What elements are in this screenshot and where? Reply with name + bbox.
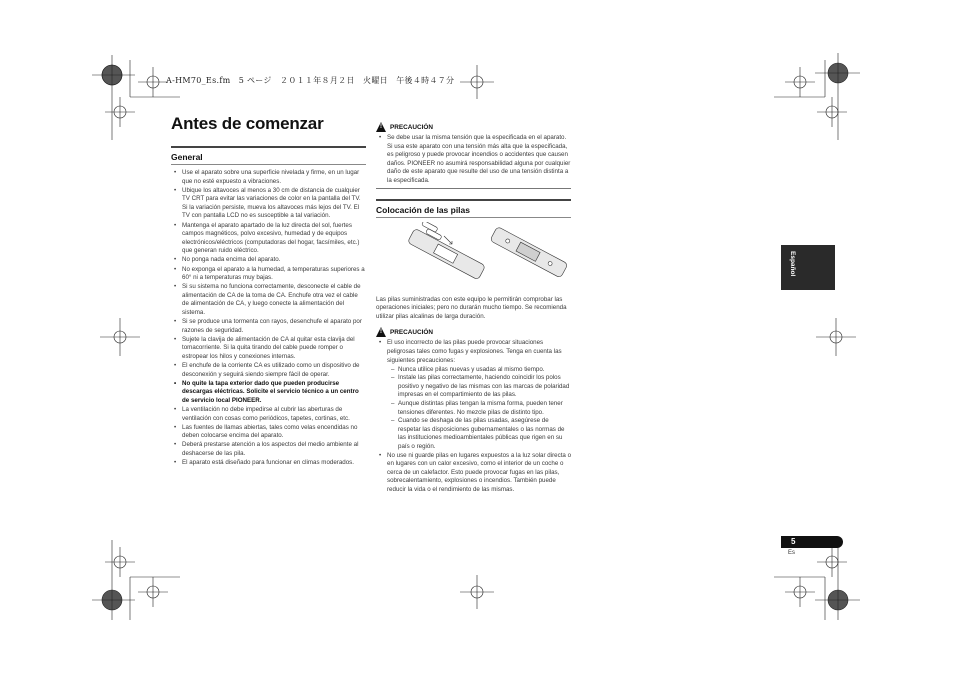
list-item: – Cuando se deshaga de las pilas usadas, asegúrese de respetar las disposiciones gubernamentales o las normas de las instituciones medioambientales públicas que rigen en su país o región. bbox=[376, 417, 571, 451]
list-item: – Nunca utilice pilas nuevas y usadas al mismo tiempo. bbox=[376, 366, 571, 375]
right-column bbox=[376, 122, 571, 495]
caution-label-2: ! PRECAUCIÓN bbox=[376, 327, 571, 337]
list-item: • El aparato está diseñado para funcionar en climas moderados. bbox=[171, 459, 366, 468]
list-item: • Se debe usar la misma tensión que la especificada en el aparato. Si usa este aparato con una tensión más alta que la especificada, es peligroso y puede provocar incendios o accidentes que causen daños. PIONEER no asumirá responsabilidad alguna por cualquier daño de este aparato que resulte del uso de una tensión distinta a la especificada. bbox=[376, 134, 571, 186]
list-item: • Mantenga el aparato apartado de la luz directa del sol, fuertes campos magnéticos, polvo excesivo, humedad y de equipos electrónicos/eléctricos (computadoras del hogar, facsímiles, etc.) que generan ruido eléctrico. bbox=[171, 222, 366, 256]
list-item: – Aunque distintas pilas tengan la misma forma, pueden tener tensiones diferentes. No mezcle pilas de distinto tipo. bbox=[376, 400, 571, 417]
list-item: • El uso incorrecto de las pilas puede provocar situaciones peligrosas tales como fugas y explosiones. Tenga en cuenta las siguientes precauciones: bbox=[376, 339, 571, 365]
warning-icon: ! bbox=[376, 327, 386, 337]
language-tab bbox=[781, 245, 835, 290]
list-item: • Las fuentes de llamas abiertas, tales como velas encendidas no deben colocarse encima del aparato. bbox=[171, 424, 366, 441]
list-item: • Sujete la clavija de alimentación de CA al quitar esta clavija del tomacorriente. Si la quita tirando del cable puede romper o estropear los hilos y conexiones internas. bbox=[171, 336, 366, 362]
general-list bbox=[171, 169, 366, 468]
list-item: • Use el aparato sobre una superficie nivelada y firme, en un lugar que no esté expuesto a vibraciones. bbox=[171, 169, 366, 186]
list-item: • No exponga el aparato a la humedad, a temperaturas superiores a 60° ni a temperaturas muy bajas. bbox=[171, 266, 366, 283]
batteries-intro: Las pilas suministradas con este equipo le permitirán comprobar las operaciones iniciales; pero no durarán mucho tiempo. Se recomienda utilizar pilas alcalinas de larga duración. bbox=[376, 295, 567, 320]
batteries-heading: Colocación de las pilas bbox=[376, 199, 571, 218]
caution-divider bbox=[376, 188, 571, 189]
list-item: • Deberá prestarse atención a los aspectos del medio ambiente al deshacerse de las pila. bbox=[171, 441, 366, 458]
page-number-badge bbox=[781, 536, 843, 548]
page-lang-code: Es bbox=[788, 550, 796, 556]
file-header-line: A-HM70_Es.fm 5 ページ ２０１１年８月２日 火曜日 午後４時４７分 bbox=[166, 76, 455, 85]
caution-list-2 bbox=[376, 339, 571, 365]
general-heading: General bbox=[171, 146, 366, 165]
warning-icon: ! bbox=[376, 122, 386, 132]
list-item: • Ubique los altavoces al menos a 30 cm de distancia de cualquier TV CRT para evitar las variaciones de color en la pantalla del TV. Si la variación persiste, mueva los altavoces más lejos del TV. El TV con pantalla LCD no es susceptible a tal variación. bbox=[171, 187, 366, 221]
list-item: • No ponga nada encima del aparato. bbox=[171, 256, 366, 265]
list-item: • El enchufe de la corriente CA es utilizado como un dispositivo de desconexión y seguirá siendo siempre fácil de operar. bbox=[171, 362, 366, 379]
list-item: • No use ni guarde pilas en lugares expuestos a la luz solar directa o en lugares con un calor excesivo, como el interior de un coche o cerca de un calefactor. Esto puede provocar fugas en las pilas, sobrecalentamiento, explosiones o incendios. También puede reducir la vida o el rendimiento de las mismas. bbox=[376, 452, 571, 495]
list-item: – Instale las pilas correctamente, haciendo coincidir los polos positivo y negativo de las mismas con las marcas de polaridad impresas en el compartimiento de las pilas. bbox=[376, 374, 571, 400]
list-item: • Si su sistema no funciona correctamente, desconecte el cable de alimentación de CA de la toma de CA. Enchufe otra vez el cable de alimentación de CA, y luego conecte la alimentación del sistema. bbox=[171, 283, 366, 317]
general-section bbox=[171, 146, 366, 468]
caution-dash-list bbox=[376, 366, 571, 452]
caution-list-1 bbox=[376, 134, 571, 186]
remote-battery-illustration bbox=[404, 222, 574, 292]
list-item: • Si se produce una tormenta con rayos, desenchufe el aparato por razones de seguridad. bbox=[171, 318, 366, 335]
caution-list-2b bbox=[376, 452, 571, 495]
caution-label-1: ! PRECAUCIÓN bbox=[376, 122, 571, 132]
list-item: • No quite la tapa exterior dado que pueden producirse descargas eléctricas. Solicite el servicio técnico a un centro de servicio local PIONEER. bbox=[171, 380, 366, 406]
page-title: Antes de comenzar bbox=[171, 114, 324, 133]
page-number: 5 bbox=[791, 537, 796, 546]
language-tab-label: Español bbox=[789, 251, 796, 277]
list-item: • La ventilación no debe impedirse al cubrir las aberturas de ventilación con cosas como periódicos, tapetes, cortinas, etc. bbox=[171, 406, 366, 423]
